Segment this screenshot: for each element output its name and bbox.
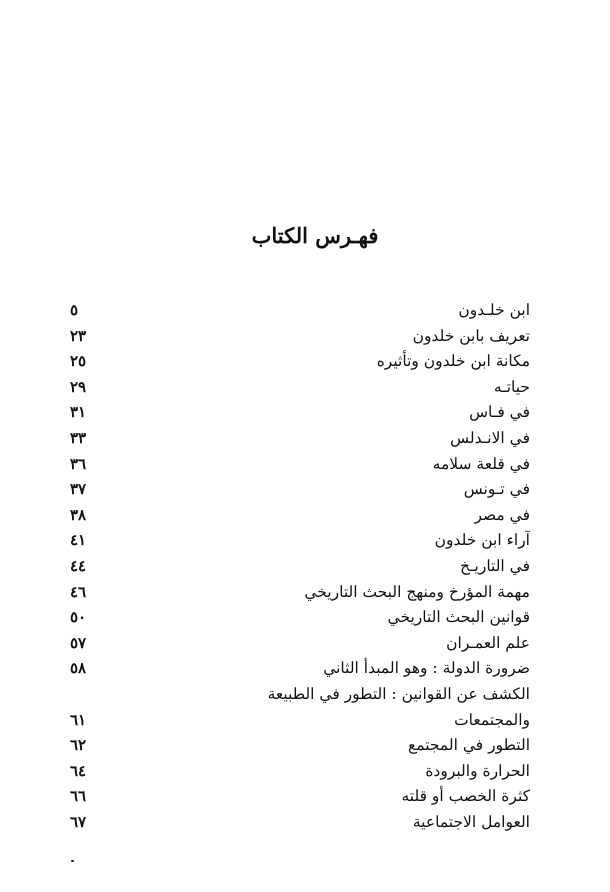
toc-entry: [70, 656, 530, 682]
toc-entry-page-number: ٢٣: [70, 326, 87, 345]
toc-entry-page-number: ٤٤: [70, 556, 87, 575]
toc-entry-title: حياتـه: [493, 377, 530, 396]
toc-entry: [70, 528, 530, 554]
toc-entry-title: مكانة ابن خلدون وتأثيره: [376, 352, 530, 371]
toc-entry-title: في الانـدلس: [450, 428, 530, 447]
toc-entry-page-number: ٢٥: [70, 352, 87, 371]
toc-entry-title: قوانين البحث التاريخي: [387, 608, 530, 627]
toc-entry: [70, 349, 530, 375]
toc-entry-title: تعريف بابن خلدون: [412, 326, 530, 345]
toc-entry-title: كثرة الخصب أو قلته: [401, 787, 530, 806]
toc-entry: [70, 503, 530, 529]
toc-entry-page-number: ٦٦: [70, 787, 87, 806]
toc-entry: [70, 477, 530, 503]
toc-entry: [70, 452, 530, 478]
toc-entry: [70, 580, 530, 606]
toc-entry-page-number: ٢٩: [70, 377, 87, 396]
toc-entry: [70, 759, 530, 785]
page-title: فهـرس الكتاب: [251, 223, 379, 248]
toc-entry: [70, 400, 530, 426]
toc-entry: [70, 426, 530, 452]
toc-entry-title: الكشف عن القوانين : التطور في الطبيعة: [267, 684, 530, 703]
toc-entry-title: في فـاس: [469, 403, 530, 422]
toc-entry-page-number: ٥٧: [70, 633, 87, 652]
toc-entry-title: آراء ابن خلدون: [434, 531, 530, 550]
toc-entry-page-number: ٣٣: [70, 428, 87, 447]
toc-entry-title: علم العمـران: [446, 633, 530, 652]
toc-entry-page-number: ٦٢: [70, 736, 87, 755]
toc-entry: [70, 810, 530, 836]
toc-entry: [70, 554, 530, 580]
toc-entry: [70, 324, 530, 350]
toc-entry-page-number: ٣١: [70, 403, 87, 422]
toc-entry-title: والمجتمعات: [454, 710, 530, 729]
toc-entry-title: في مصر: [474, 505, 530, 524]
toc-entry: [70, 631, 530, 657]
toc-entry: [70, 682, 530, 708]
toc-entry: [70, 708, 530, 734]
toc-entry-title: ضرورة الدولة : وهو المبدأ الثاني: [323, 659, 530, 678]
toc-entry-page-number: ٥: [70, 301, 79, 319]
toc-entry-title: التطور في المجتمع: [408, 736, 530, 755]
toc-entry: [70, 605, 530, 631]
toc-entry: [70, 733, 530, 759]
toc-entry-title: في قلعة سلامه: [432, 454, 530, 473]
toc-entry-title: ابن خلـدون: [458, 301, 530, 319]
toc-entry: [70, 298, 530, 324]
table-of-contents: [70, 298, 530, 835]
toc-entry-page-number: ٤١: [70, 531, 87, 550]
toc-entry-title: في تـونس: [463, 480, 530, 499]
toc-entry-page-number: ٣٨: [70, 505, 87, 524]
toc-entry-page-number: ٣٧: [70, 480, 87, 499]
toc-entry-page-number: ٥٠: [70, 608, 87, 627]
toc-entry-title: مهمة المؤرخ ومنهج البحث التاريخي: [304, 582, 530, 601]
toc-entry-page-number: ٦١: [70, 710, 87, 729]
toc-entry-title: الحرارة والبرودة: [425, 761, 530, 780]
toc-entry-title: العوامل الاجتماعية: [412, 812, 530, 831]
toc-entry-page-number: ٤٦: [70, 582, 87, 601]
toc-entry-page-number: ٦٤: [70, 761, 87, 780]
toc-entry-page-number: ٣٦: [70, 454, 87, 473]
toc-entry: [70, 784, 530, 810]
toc-entry-page-number: ٦٧: [70, 812, 87, 831]
toc-entry-title: في التاريـخ: [459, 556, 530, 575]
print-speck: [71, 860, 74, 862]
toc-entry: [70, 375, 530, 401]
toc-entry-page-number: ٥٨: [70, 659, 87, 678]
